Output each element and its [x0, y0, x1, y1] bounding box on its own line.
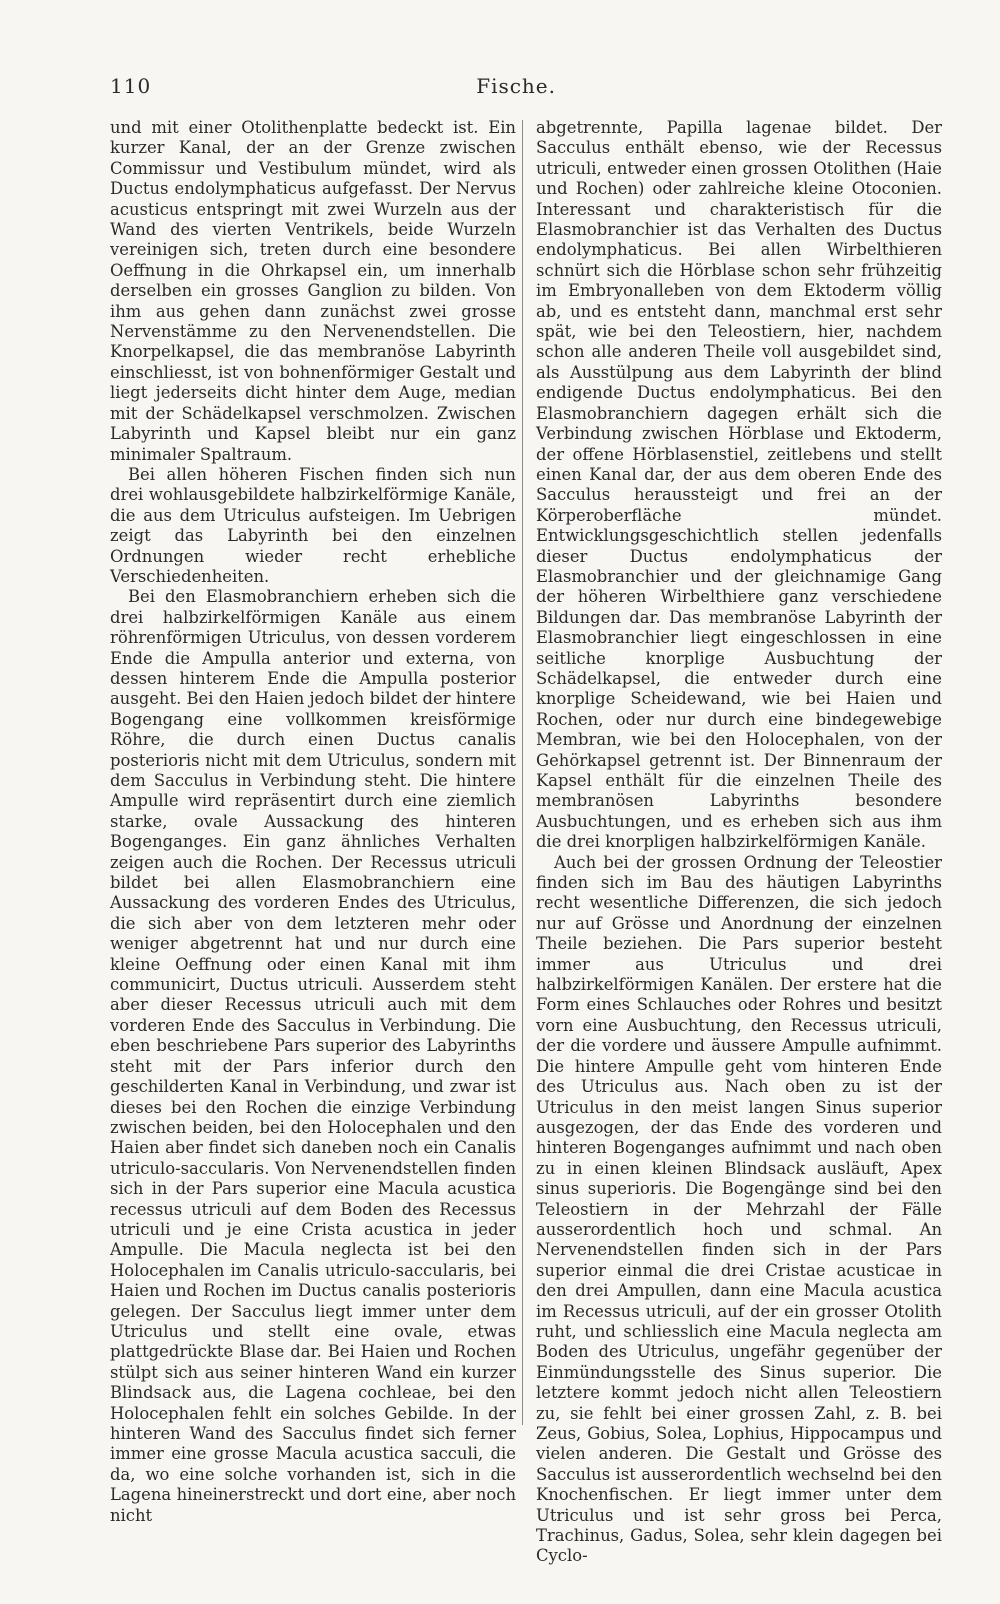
paragraph: und mit einer Otolithenplatte bedeckt ist. Ein kurzer Kanal, der an der Grenze zwischen Commissur und Vestibulum mündet, wird als Ductus endolymphaticus aufgefasst. Der Nervus acusticus entspringt mit zwei Wurzeln aus der Wand des vierten Ventrikels, beide Wurzeln vereinigen sich, treten durch eine besondere Oeffnung in die Ohrkapsel ein, um innerhalb derselben ein grosses Ganglion zu bilden. Von ihm aus gehen dann zunächst zwei grosse Nervenstämme zu den Nervenendstellen. Die Knorpelkapsel, die das membranöse Labyrinth einschliesst, ist von bohnenförmiger Gestalt und liegt jederseits dicht hinter dem Auge, median mit der Schädelkapsel verschmolzen. Zwischen Labyrinth und Kapsel bleibt nur ein ganz minimaler Spaltraum.: [110, 118, 516, 464]
column-divider: [522, 120, 523, 1425]
paragraph: Bei den Elasmobranchiern erheben sich die drei halbzirkelförmigen Kanäle aus einem röhrenförmigen Utriculus, von dessen vorderem Ende die Ampulla anterior und externa, von dessen hinterem Ende die Ampulla posterior ausgeht. Bei den Haien jedoch bildet der hintere Bogengang eine vollkommen kreisförmige Röhre, die durch einen Ductus canalis posterioris nicht mit dem Utriculus, sondern mit dem Sacculus in Verbindung steht. Die hintere Ampulle wird repräsentirt durch eine ziemlich starke, ovale Aussackung des hinteren Bogenganges. Ein ganz ähnliches Verhalten zeigen auch die Rochen. Der Recessus utriculi bildet bei allen Elasmobranchiern eine Aussackung des vorderen Endes des Utriculus, die sich aber von dem letzteren mehr oder weniger abgetrennt hat und nur durch eine kleine Oeffnung oder einen Kanal mit ihm communicirt, Ductus utriculi. Ausserdem steht aber dieser Recessus utriculi auch mit dem vorderen Ende des Sacculus in Verbindung. Die eben beschriebene Pars superior des Labyrinths steht mit der Pars inferior durch den geschilderten Kanal in Verbindung, und zwar ist dieses bei den Rochen die einzige Verbindung zwischen beiden, bei den Holocephalen und den Haien aber findet sich daneben noch ein Canalis utriculo-saccularis. Von Nervenendstellen finden sich in der Pars superior eine Macula acustica recessus utriculi auf dem Boden des Recessus utriculi und je eine Crista acustica in jeder Ampulle. Die Macula neglecta ist bei den Holocephalen im Canalis utriculo-saccularis, bei Haien und Rochen im Ductus canalis posterioris gelegen. Der Sacculus liegt immer unter dem Utriculus und stellt eine ovale, etwas plattgedrückte Blase dar. Bei Haien und Rochen stülpt sich aus seiner hinteren Wand ein kurzer Blindsack aus, die Lagena cochleae, bei den Holocephalen fehlt ein solches Gebilde. In der hinteren Wand des Sacculus findet sich ferner immer eine grosse Macula acustica sacculi, die da, wo eine solche vorhanden ist, sich in die Lagena hineinerstreckt und dort eine, aber noch nicht: [110, 587, 516, 1525]
left-column: [110, 118, 516, 1526]
paragraph: Bei allen höheren Fischen finden sich nun drei wohlausgebildete halbzirkelförmige Kanäle, die aus dem Utriculus aufsteigen. Im Uebrigen zeigt das Labyrinth bei den einzelnen Ordnungen wieder recht erhebliche Verschiedenheiten.: [110, 464, 516, 586]
paragraph: Auch bei der grossen Ordnung der Teleostier finden sich im Bau des häutigen Labyrinths recht wesentliche Differenzen, die sich jedoch nur auf Grösse und Anordnung der einzelnen Theile beziehen. Die Pars superior besteht immer aus Utriculus und drei halbzirkelförmigen Kanälen. Der erstere hat die Form eines Schlauches oder Rohres und besitzt vorn eine Ausbuchtung, den Recessus utriculi, der die vordere und äussere Ampulle aufnimmt. Die hintere Ampulle geht vom hinteren Ende des Utriculus aus. Nach oben zu ist der Utriculus in den meist langen Sinus superior ausgezogen, der das Ende des vorderen und hinteren Bogenganges aufnimmt und nach oben zu in einen kleinen Blindsack ausläuft, Apex sinus superioris. Die Bogengänge sind bei den Teleostiern in der Mehrzahl der Fälle ausserordentlich hoch und schmal. An Nervenendstellen finden sich in der Pars superior einmal die drei Cristae acusticae in den drei Ampullen, dann eine Macula acustica im Recessus utriculi, auf der ein grosser Otolith ruht, und schliesslich eine Macula neglecta am Boden des Utriculus, ungefähr gegenüber der Einmündungsstelle des Sinus superior. Die letztere kommt jedoch nicht allen Teleostiern zu, sie fehlt bei einer grossen Zahl, z. B. bei Zeus, Gobius, Solea, Lophius, Hippocampus und vielen anderen. Die Gestalt und Grösse des Sacculus ist ausserordentlich wechselnd bei den Knochenfischen. Er liegt immer unter dem Utriculus und ist sehr gross bei Perca, Trachinus, Gadus, Solea, sehr klein dagegen bei Cyclo-: [536, 852, 942, 1566]
running-title: Fische.: [476, 74, 556, 98]
page-header: [110, 74, 556, 104]
paragraph: abgetrennte, Papilla lagenae bildet. Der Sacculus enthält ebenso, wie der Recessus utriculi, entweder einen grossen Otolithen (Haie und Rochen) oder zahlreiche kleine Otoconien. Interessant und charakteristisch für die Elasmobranchier ist das Verhalten des Ductus endolymphaticus. Bei allen Wirbelthieren schnürt sich die Hörblase schon sehr frühzeitig im Embryonalleben von dem Ektoderm völlig ab, und es entsteht dann, manchmal erst sehr spät, wie bei den Teleostiern, hier, nachdem schon alle anderen Theile voll ausgebildet sind, als Ausstülpung aus dem Labyrinth der blind endigende Ductus endolymphaticus. Bei den Elasmobranchiern dagegen erhält sich die Verbindung zwischen Hörblase und Ektoderm, der offene Hörblasenstiel, zeitlebens und stellt einen Kanal dar, der aus dem oberen Ende des Sacculus heraussteigt und frei an der Körperoberfläche mündet. Entwicklungsgeschichtlich stellen jedenfalls dieser Ductus endolymphaticus der Elasmobranchier und der gleichnamige Gang der höheren Wirbelthiere ganz verschiedene Bildungen dar. Das membranöse Labyrinth der Elasmobranchier liegt eingeschlossen in eine seitliche knorplige Ausbuchtung der Schädelkapsel, die entweder durch eine knorplige Scheidewand, wie bei Haien und Rochen, oder nur durch eine bindegewebige Membran, wie bei den Holocephalen, von der Gehörkapsel getrennt ist. Der Binnenraum der Kapsel enthält für die einzelnen Theile des membranösen Labyrinths besondere Ausbuchtungen, und es erheben sich aus ihm die drei knorpligen halbzirkelförmigen Kanäle.: [536, 118, 942, 852]
page-number: 110: [110, 74, 152, 98]
right-column: [536, 118, 942, 1567]
